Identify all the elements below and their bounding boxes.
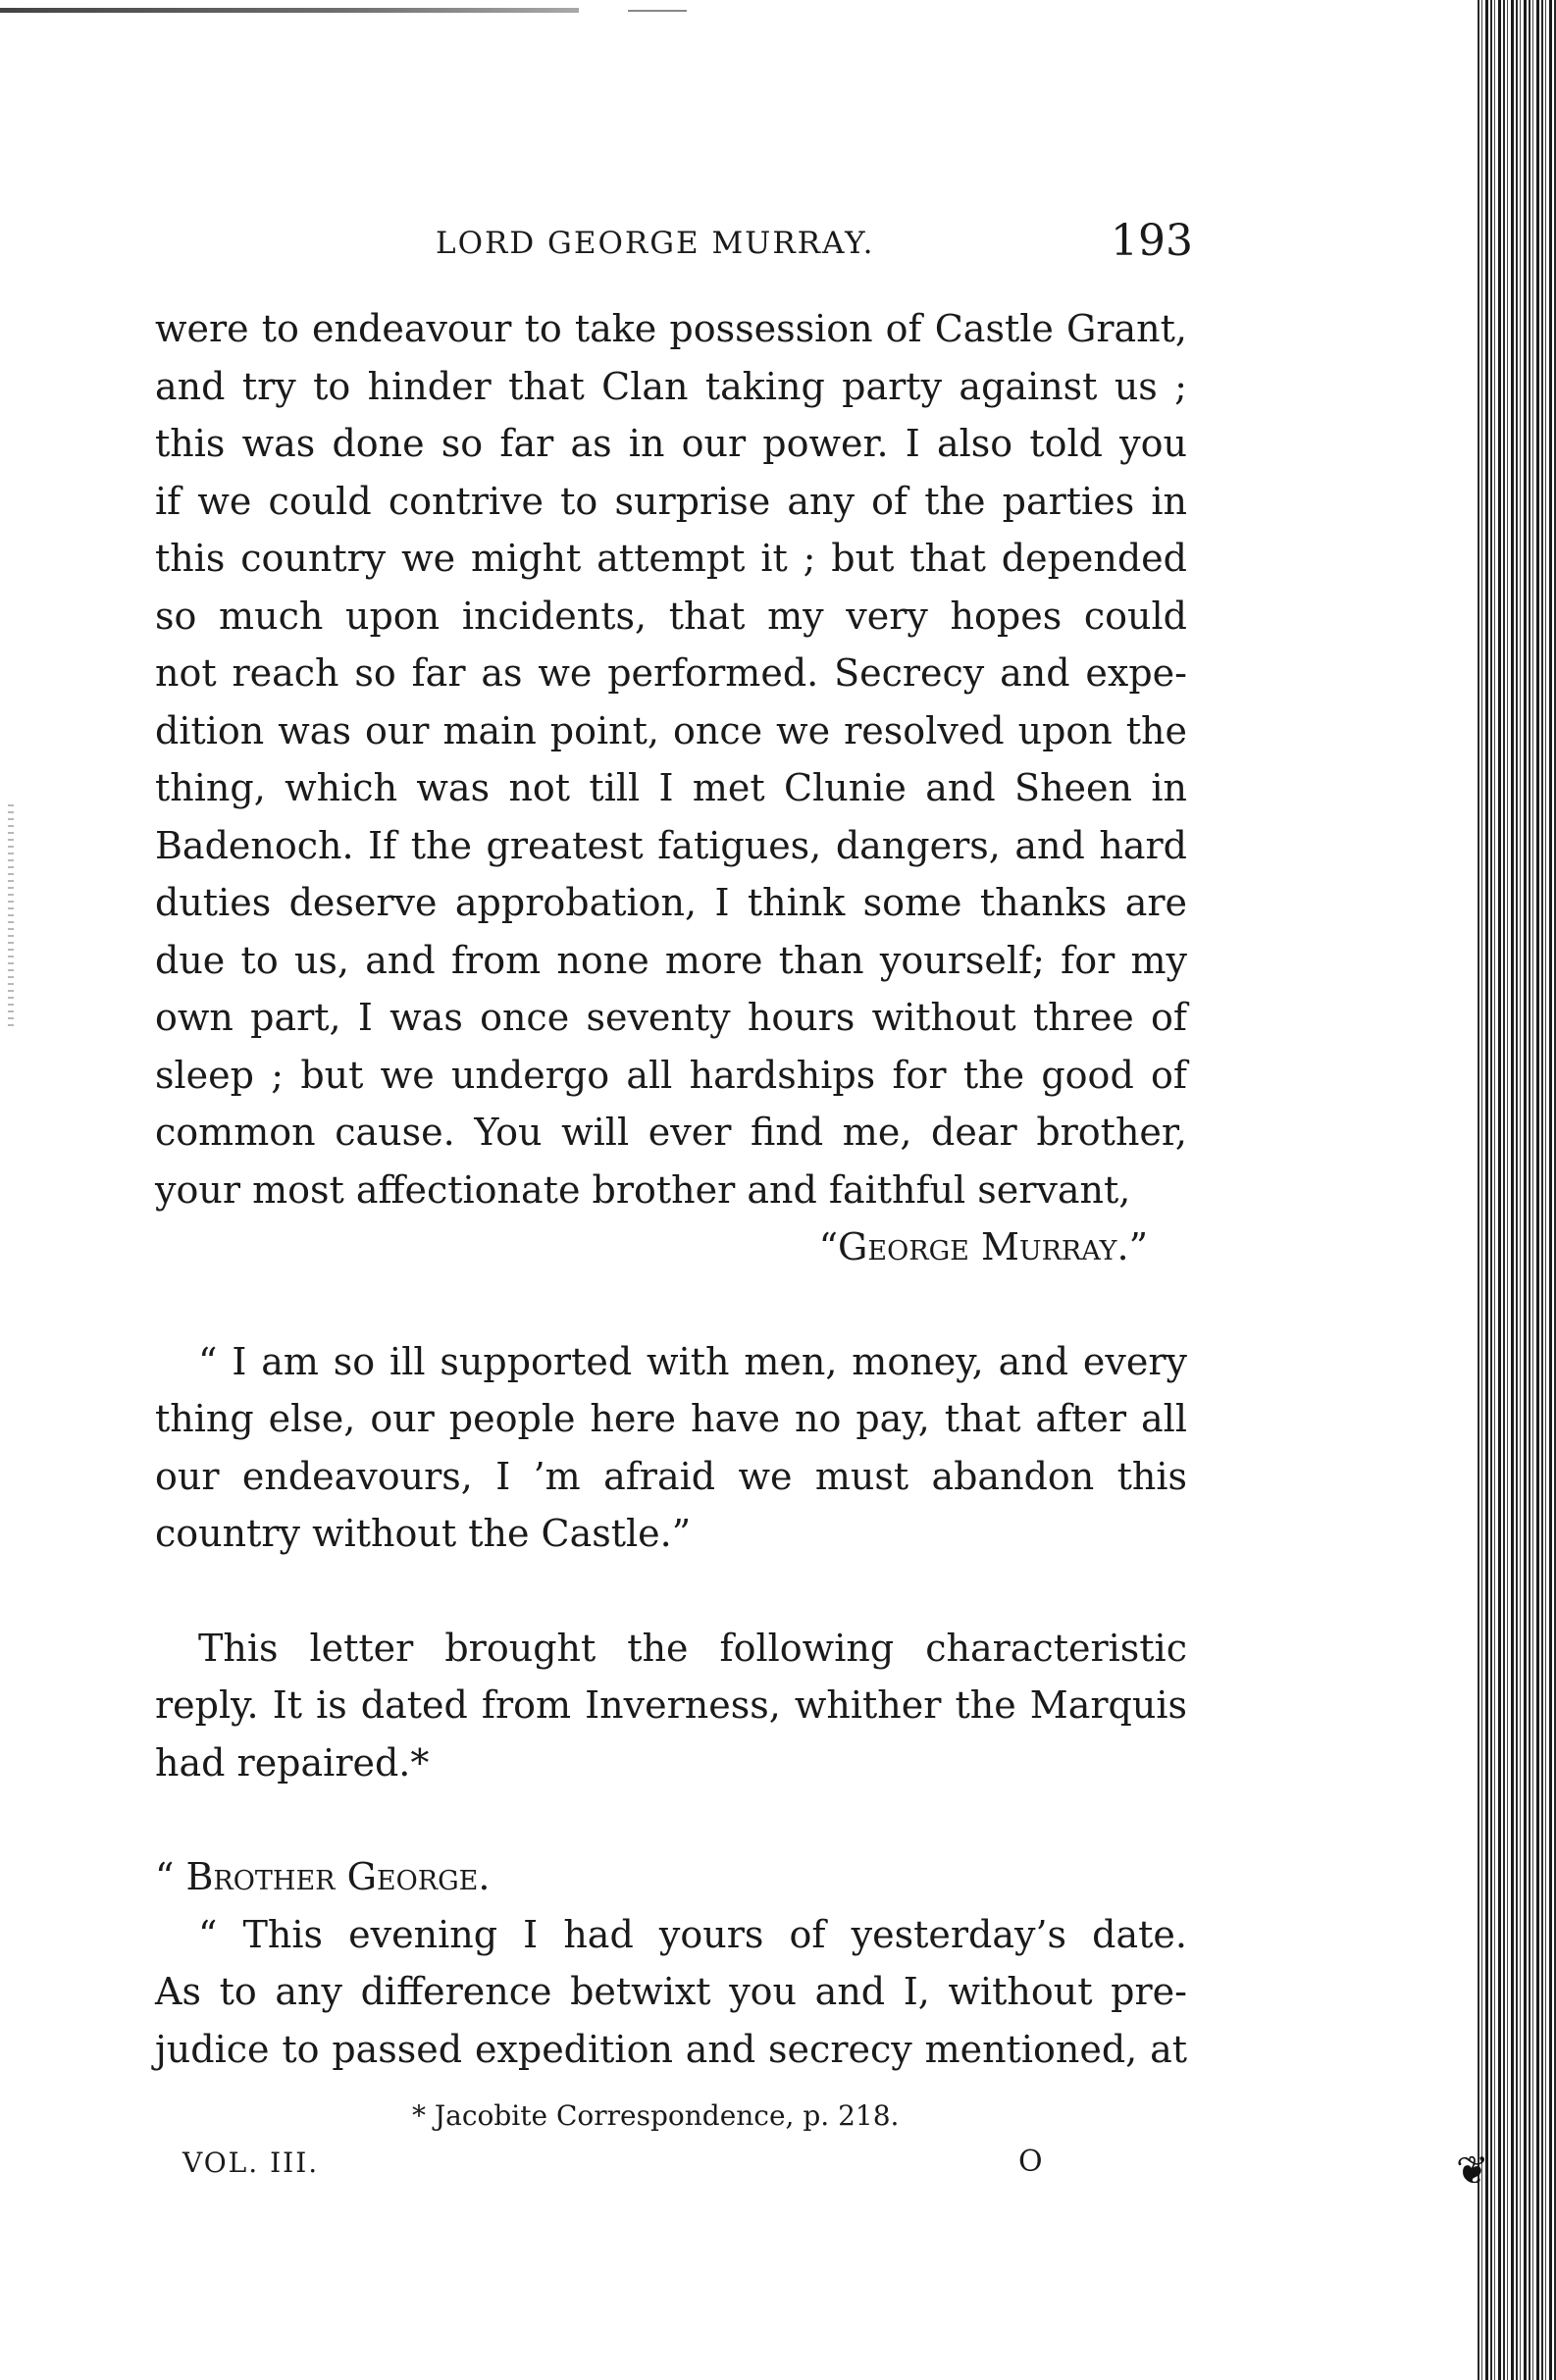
paragraph-gap bbox=[155, 1791, 1187, 1848]
text-line: country without the Castle.” bbox=[155, 1512, 692, 1555]
text-line: As to any difference betwixt you and I, without pre- bbox=[155, 1970, 1187, 2013]
text-line: sleep ; but we undergo all hardships for the good of bbox=[155, 1053, 1187, 1097]
gathering-signature: O bbox=[1018, 2145, 1043, 2179]
text-line: thing, which was not till I met Clunie and Sheen in bbox=[155, 766, 1187, 809]
running-title: LORD GEORGE MURRAY. bbox=[436, 226, 875, 261]
text-line: duties deserve approbation, I think some thanks are bbox=[155, 881, 1187, 924]
text-line: and try to hinder that Clan taking party against us ; bbox=[155, 364, 1187, 408]
text-line: our endeavours, I ’m afraid we must abandon this bbox=[155, 1454, 1187, 1498]
text-line: not reach so far as we performed. Secrecy and expe- bbox=[155, 651, 1187, 695]
text-line: due to us, and from none more than yourself; for my bbox=[155, 938, 1187, 982]
text-line: Badenoch. If the greatest fatigues, dangers, and hard bbox=[155, 823, 1187, 867]
text-line: judice to passed expedition and secrecy mentioned, at bbox=[155, 2027, 1187, 2071]
scan-speckle bbox=[8, 804, 14, 1030]
text-line: own part, I was once seventy hours without three of bbox=[155, 996, 1187, 1039]
printer-ornament-icon: ❦ bbox=[1456, 2148, 1489, 2194]
text-line: had repaired.* bbox=[155, 1740, 430, 1785]
paragraph-gap bbox=[155, 1276, 1187, 1333]
letter-signature: “George Murray.” bbox=[818, 1225, 1148, 1268]
body-text bbox=[155, 300, 1187, 2078]
page-header bbox=[0, 216, 1556, 275]
letter-salutation: “ Brother George. bbox=[155, 1855, 491, 1898]
text-line: your most affectionate brother and faithful servant, bbox=[155, 1167, 1131, 1212]
text-line: this was done so far as in our power. I also told you bbox=[155, 422, 1187, 465]
text-line: reply. It is dated from Inverness, whither the Marquis bbox=[155, 1683, 1187, 1727]
text-line: common cause. You will ever find me, dear brother, bbox=[155, 1111, 1187, 1154]
text-line: “ This evening I had yours of yesterday’s date. bbox=[198, 1912, 1187, 1956]
text-line: so much upon incidents, that my very hopes could bbox=[155, 594, 1187, 638]
text-line: “ I am so ill supported with men, money, and every bbox=[198, 1339, 1187, 1383]
scan-edge-rule bbox=[0, 8, 579, 13]
text-line: This letter brought the following characteristic bbox=[198, 1626, 1187, 1670]
text-line: if we could contrive to surprise any of the parties in bbox=[155, 479, 1187, 523]
text-line: this country we might attempt it ; but that depended bbox=[155, 537, 1187, 580]
paragraph-narrative bbox=[155, 1620, 1187, 1792]
paragraph-gap bbox=[155, 1563, 1187, 1620]
book-binding-edge bbox=[1478, 0, 1556, 2380]
text-line: were to endeavour to take possession of Castle Grant, bbox=[155, 307, 1187, 350]
paragraph-letter-end bbox=[155, 300, 1187, 1276]
scan-edge-mark bbox=[628, 10, 687, 12]
text-line: dition was our main point, once we resolved upon the bbox=[155, 708, 1187, 752]
paragraph-reply bbox=[155, 1848, 1187, 2078]
paragraph-postscript bbox=[155, 1333, 1187, 1563]
text-line: thing else, our people here have no pay, that after all bbox=[155, 1397, 1187, 1440]
footnote: * Jacobite Correspondence, p. 218. bbox=[412, 2099, 900, 2132]
page-number: 193 bbox=[1111, 216, 1193, 266]
volume-signature: VOL. III. bbox=[182, 2147, 320, 2179]
